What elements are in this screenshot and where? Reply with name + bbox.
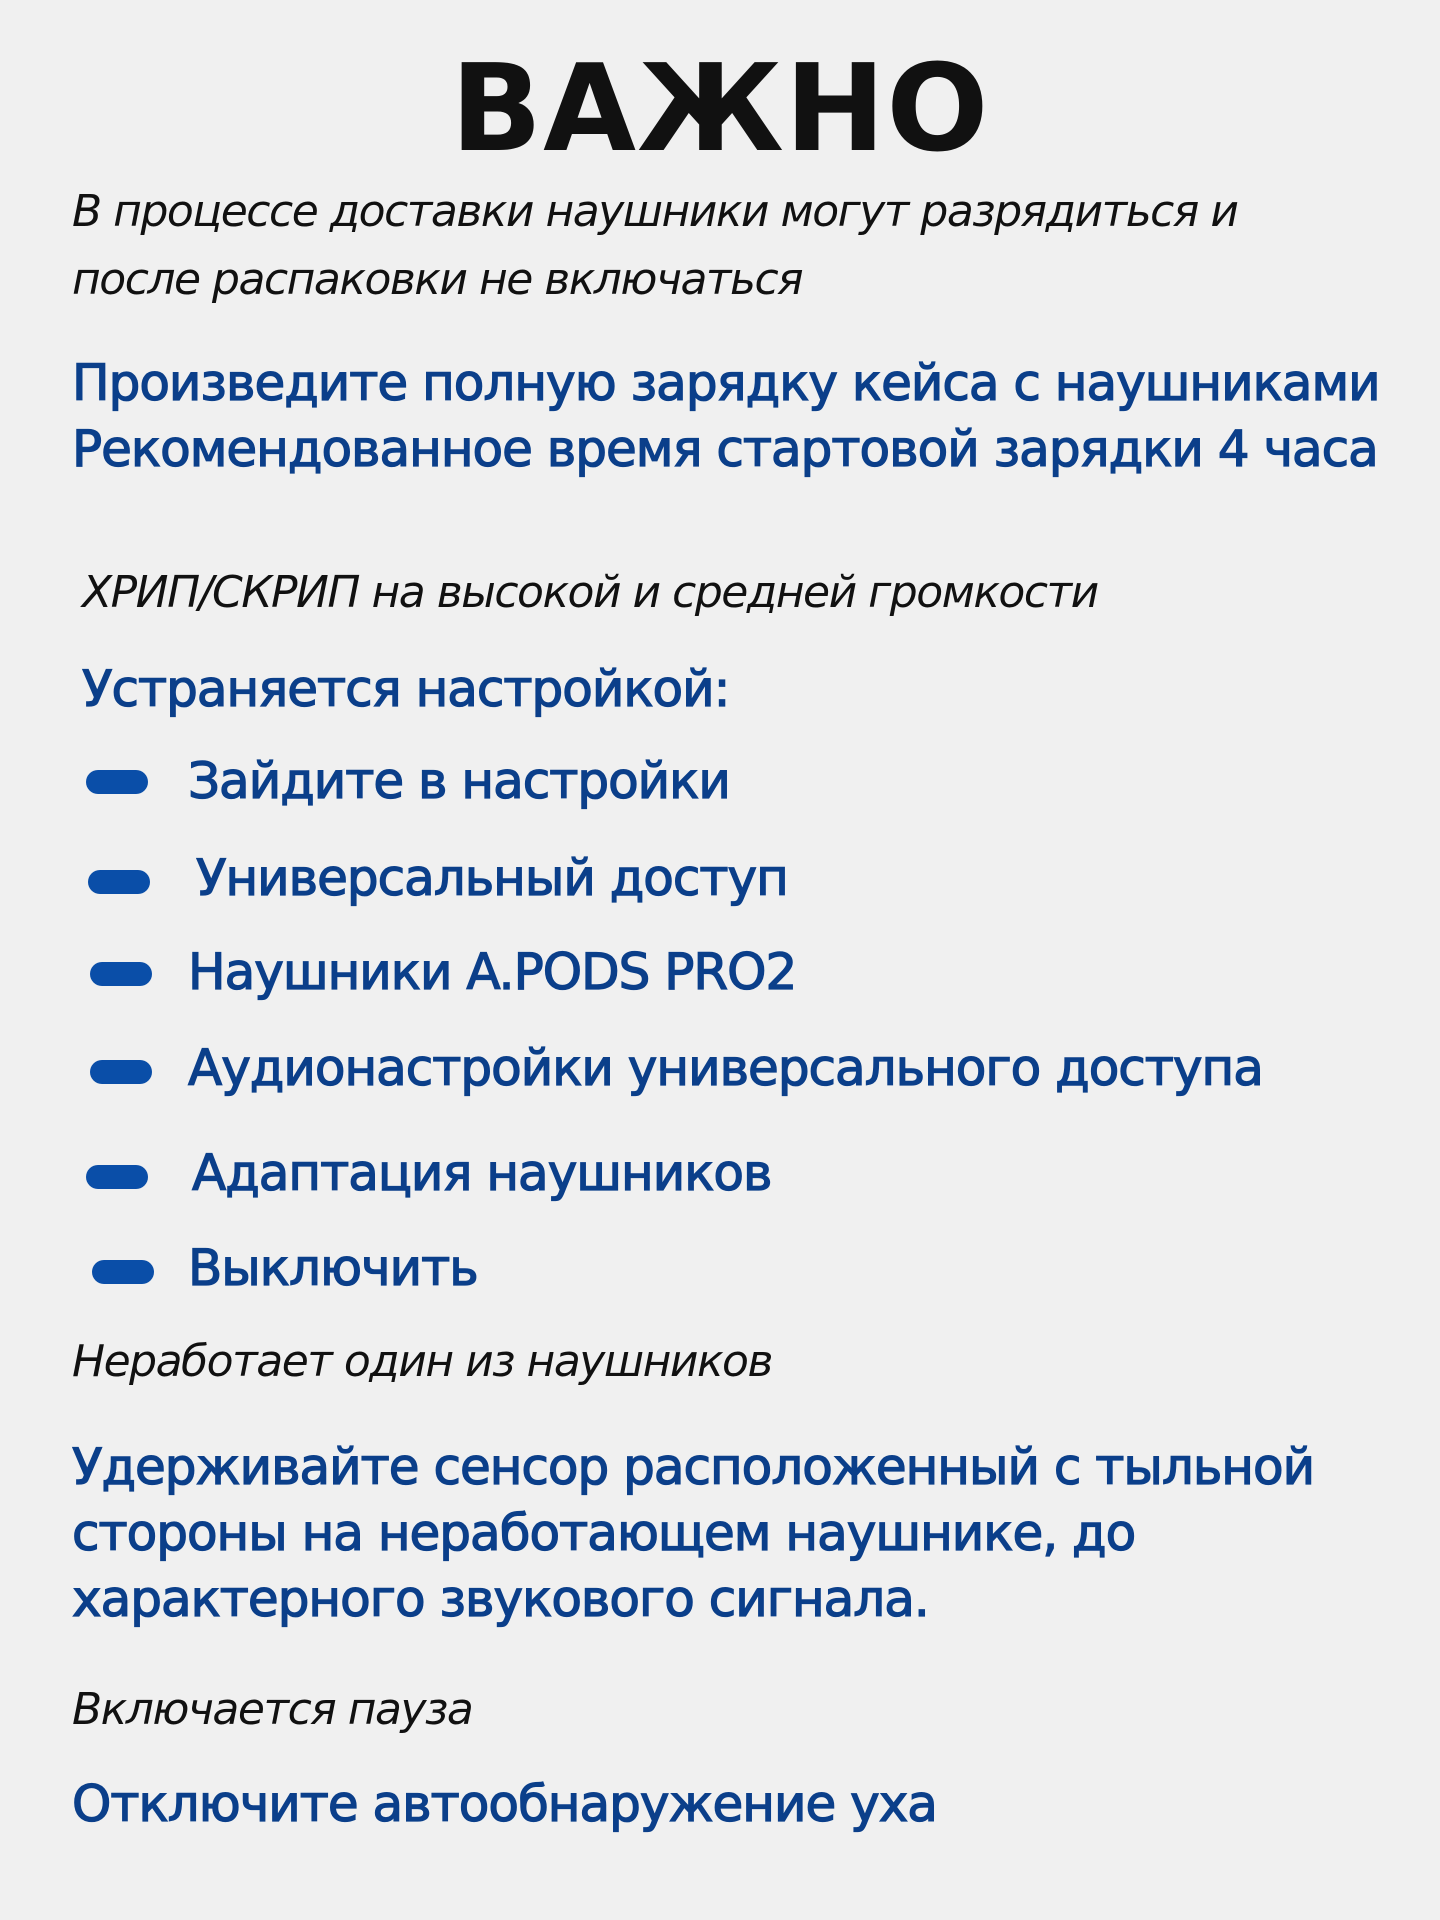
bullet-icon [90, 1060, 152, 1084]
one-earbud-line-3: характерного звукового сигнала. [72, 1570, 929, 1628]
bullet-icon [90, 962, 152, 986]
pause-fix: Отключите автообнаружение уха [72, 1775, 937, 1833]
charge-line-2: Рекомендованное время стартовой зарядки 4 часа [72, 420, 1378, 478]
bullet-icon [88, 870, 150, 894]
step-label: Зайдите в настройки [188, 752, 730, 810]
intro-line-1: В процессе доставки наушники могут разрядиться и [72, 186, 1238, 237]
pause-heading: Включается пауза [72, 1684, 473, 1735]
one-earbud-heading: Неработает один из наушников [72, 1336, 772, 1387]
noise-heading: ХРИП/СКРИП на высокой и средней громкости [82, 567, 1098, 618]
intro-line-2: после распаковки не включаться [72, 254, 803, 305]
step-label: Выключить [188, 1239, 478, 1297]
bullet-icon [92, 1260, 154, 1284]
step-label: Универсальный доступ [196, 849, 788, 907]
step-label: Аудионастройки универсального доступа [188, 1039, 1263, 1097]
fix-label: Устраняется настройкой: [82, 660, 730, 718]
bullet-icon [86, 1165, 148, 1189]
step-label: Адаптация наушников [192, 1144, 772, 1202]
step-label: Наушники A.PODS PRO2 [188, 943, 797, 1001]
one-earbud-line-2: стороны на неработающем наушнике, до [72, 1504, 1136, 1562]
page-title: ВАЖНО [450, 40, 990, 179]
bullet-icon [86, 770, 148, 794]
one-earbud-line-1: Удерживайте сенсор расположенный с тыльной [72, 1438, 1315, 1496]
charge-line-1: Произведите полную зарядку кейса с наушниками [72, 354, 1380, 412]
